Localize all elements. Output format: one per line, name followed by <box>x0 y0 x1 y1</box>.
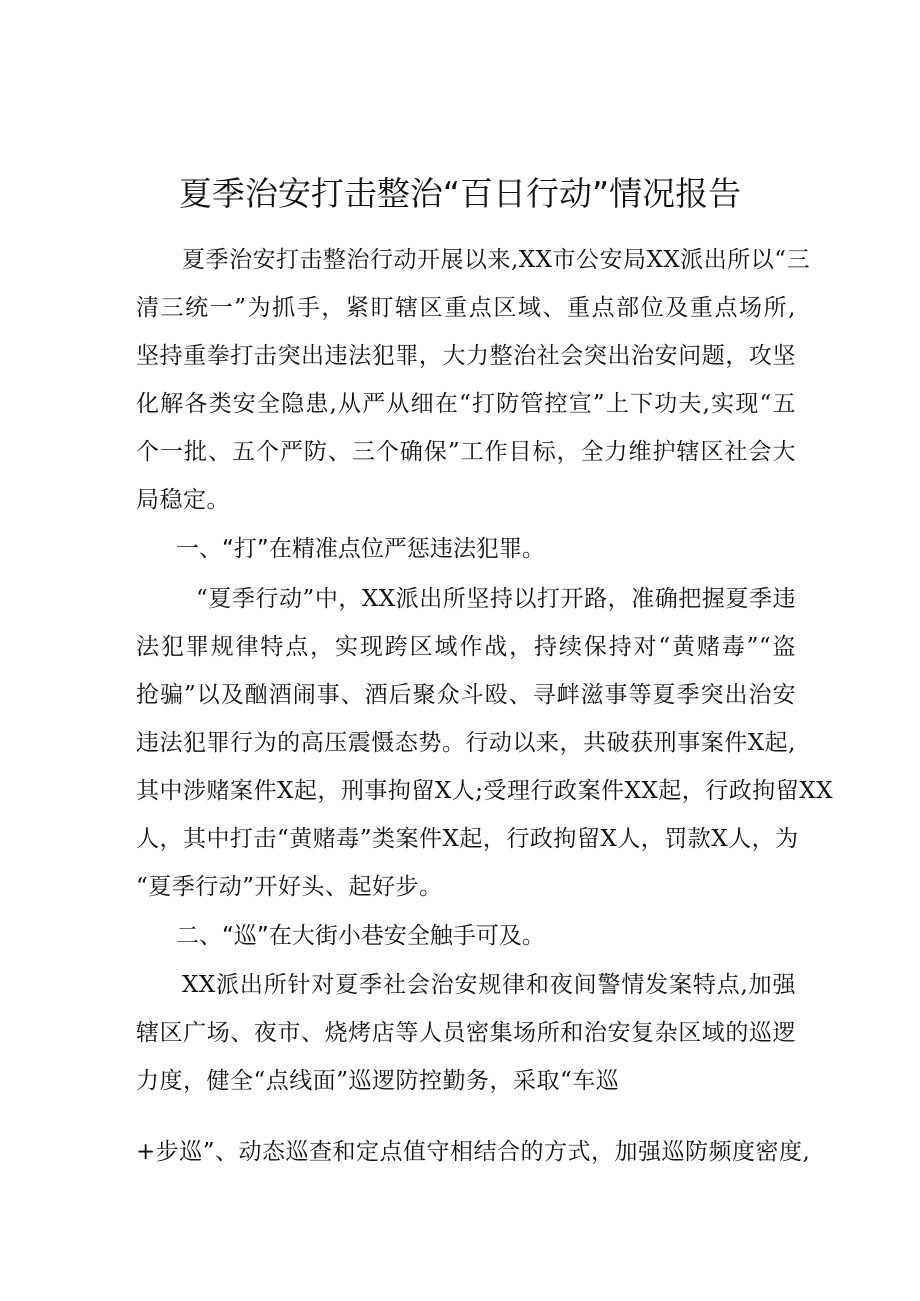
intro-line-3: 坚持重拳打击突出违法犯罪，大力整治社会突出治安问题，攻坚 <box>136 343 796 369</box>
intro-line-6: 局稳定。 <box>136 487 230 513</box>
intro-line-1: 夏季治安打击整治行动开展以来,XX市公安局XX派出所以“三 <box>182 247 811 273</box>
intro-line-2: 清三统一”为抓手，紧盯辖区重点区域、重点部位及重点场所, <box>136 295 796 321</box>
section-2-line-1: XX派出所针对夏季社会治安规律和夜间警情发案特点,加强 <box>182 972 796 998</box>
intro-line-4: 化解各类安全隐患,从严从细在“打防管控宣”上下功夫,实现“五 <box>136 391 796 417</box>
section-1-heading: 一、“打”在精准点位严惩违法犯罪。 <box>176 536 545 562</box>
document-title: 夏季治安打击整治“百日行动”情况报告 <box>178 174 742 213</box>
section-1-line-6: 人，其中打击“黄赌毒”类案件X起，行政拘留X人，罚款X人，为 <box>136 826 799 852</box>
section-2-line-3: 力度，健全“点线面”巡逻防控勤务，采取“车巡 <box>136 1068 620 1094</box>
section-1-line-1: “夏季行动”中，XX派出所坚持以打开路，准确把握夏季违 <box>196 586 796 612</box>
section-1-line-3: 抢骗”以及酗酒闹事、酒后聚众斗殴、寻衅滋事等夏季突出治安 <box>136 682 796 708</box>
section-1-line-5: 其中涉赌案件X起，刑事拘留X人;受理行政案件XX起，行政拘留XX <box>136 778 833 804</box>
section-1-line-7: “夏季行动”开好头、起好步。 <box>136 874 443 900</box>
intro-line-5: 个一批、五个严防、三个确保”工作目标，全力维护辖区社会大 <box>136 439 796 465</box>
section-2-heading: 二、“巡”在大街小巷安全触手可及。 <box>176 923 545 949</box>
section-2-line-2: 辖区广场、夜市、烧烤店等人员密集场所和治安复杂区域的巡逻 <box>136 1020 796 1046</box>
section-1-line-4: 违法犯罪行为的高压震慑态势。行动以来，共破获刑事案件X起, <box>136 730 796 756</box>
section-1-line-2: 法犯罪规律特点，实现跨区域作战，持续保持对“黄赌毒”“盗 <box>136 634 796 660</box>
section-2-line-4: +步巡”、动态巡查和定点值守相结合的方式，加强巡防频度密度, <box>136 1139 811 1165</box>
